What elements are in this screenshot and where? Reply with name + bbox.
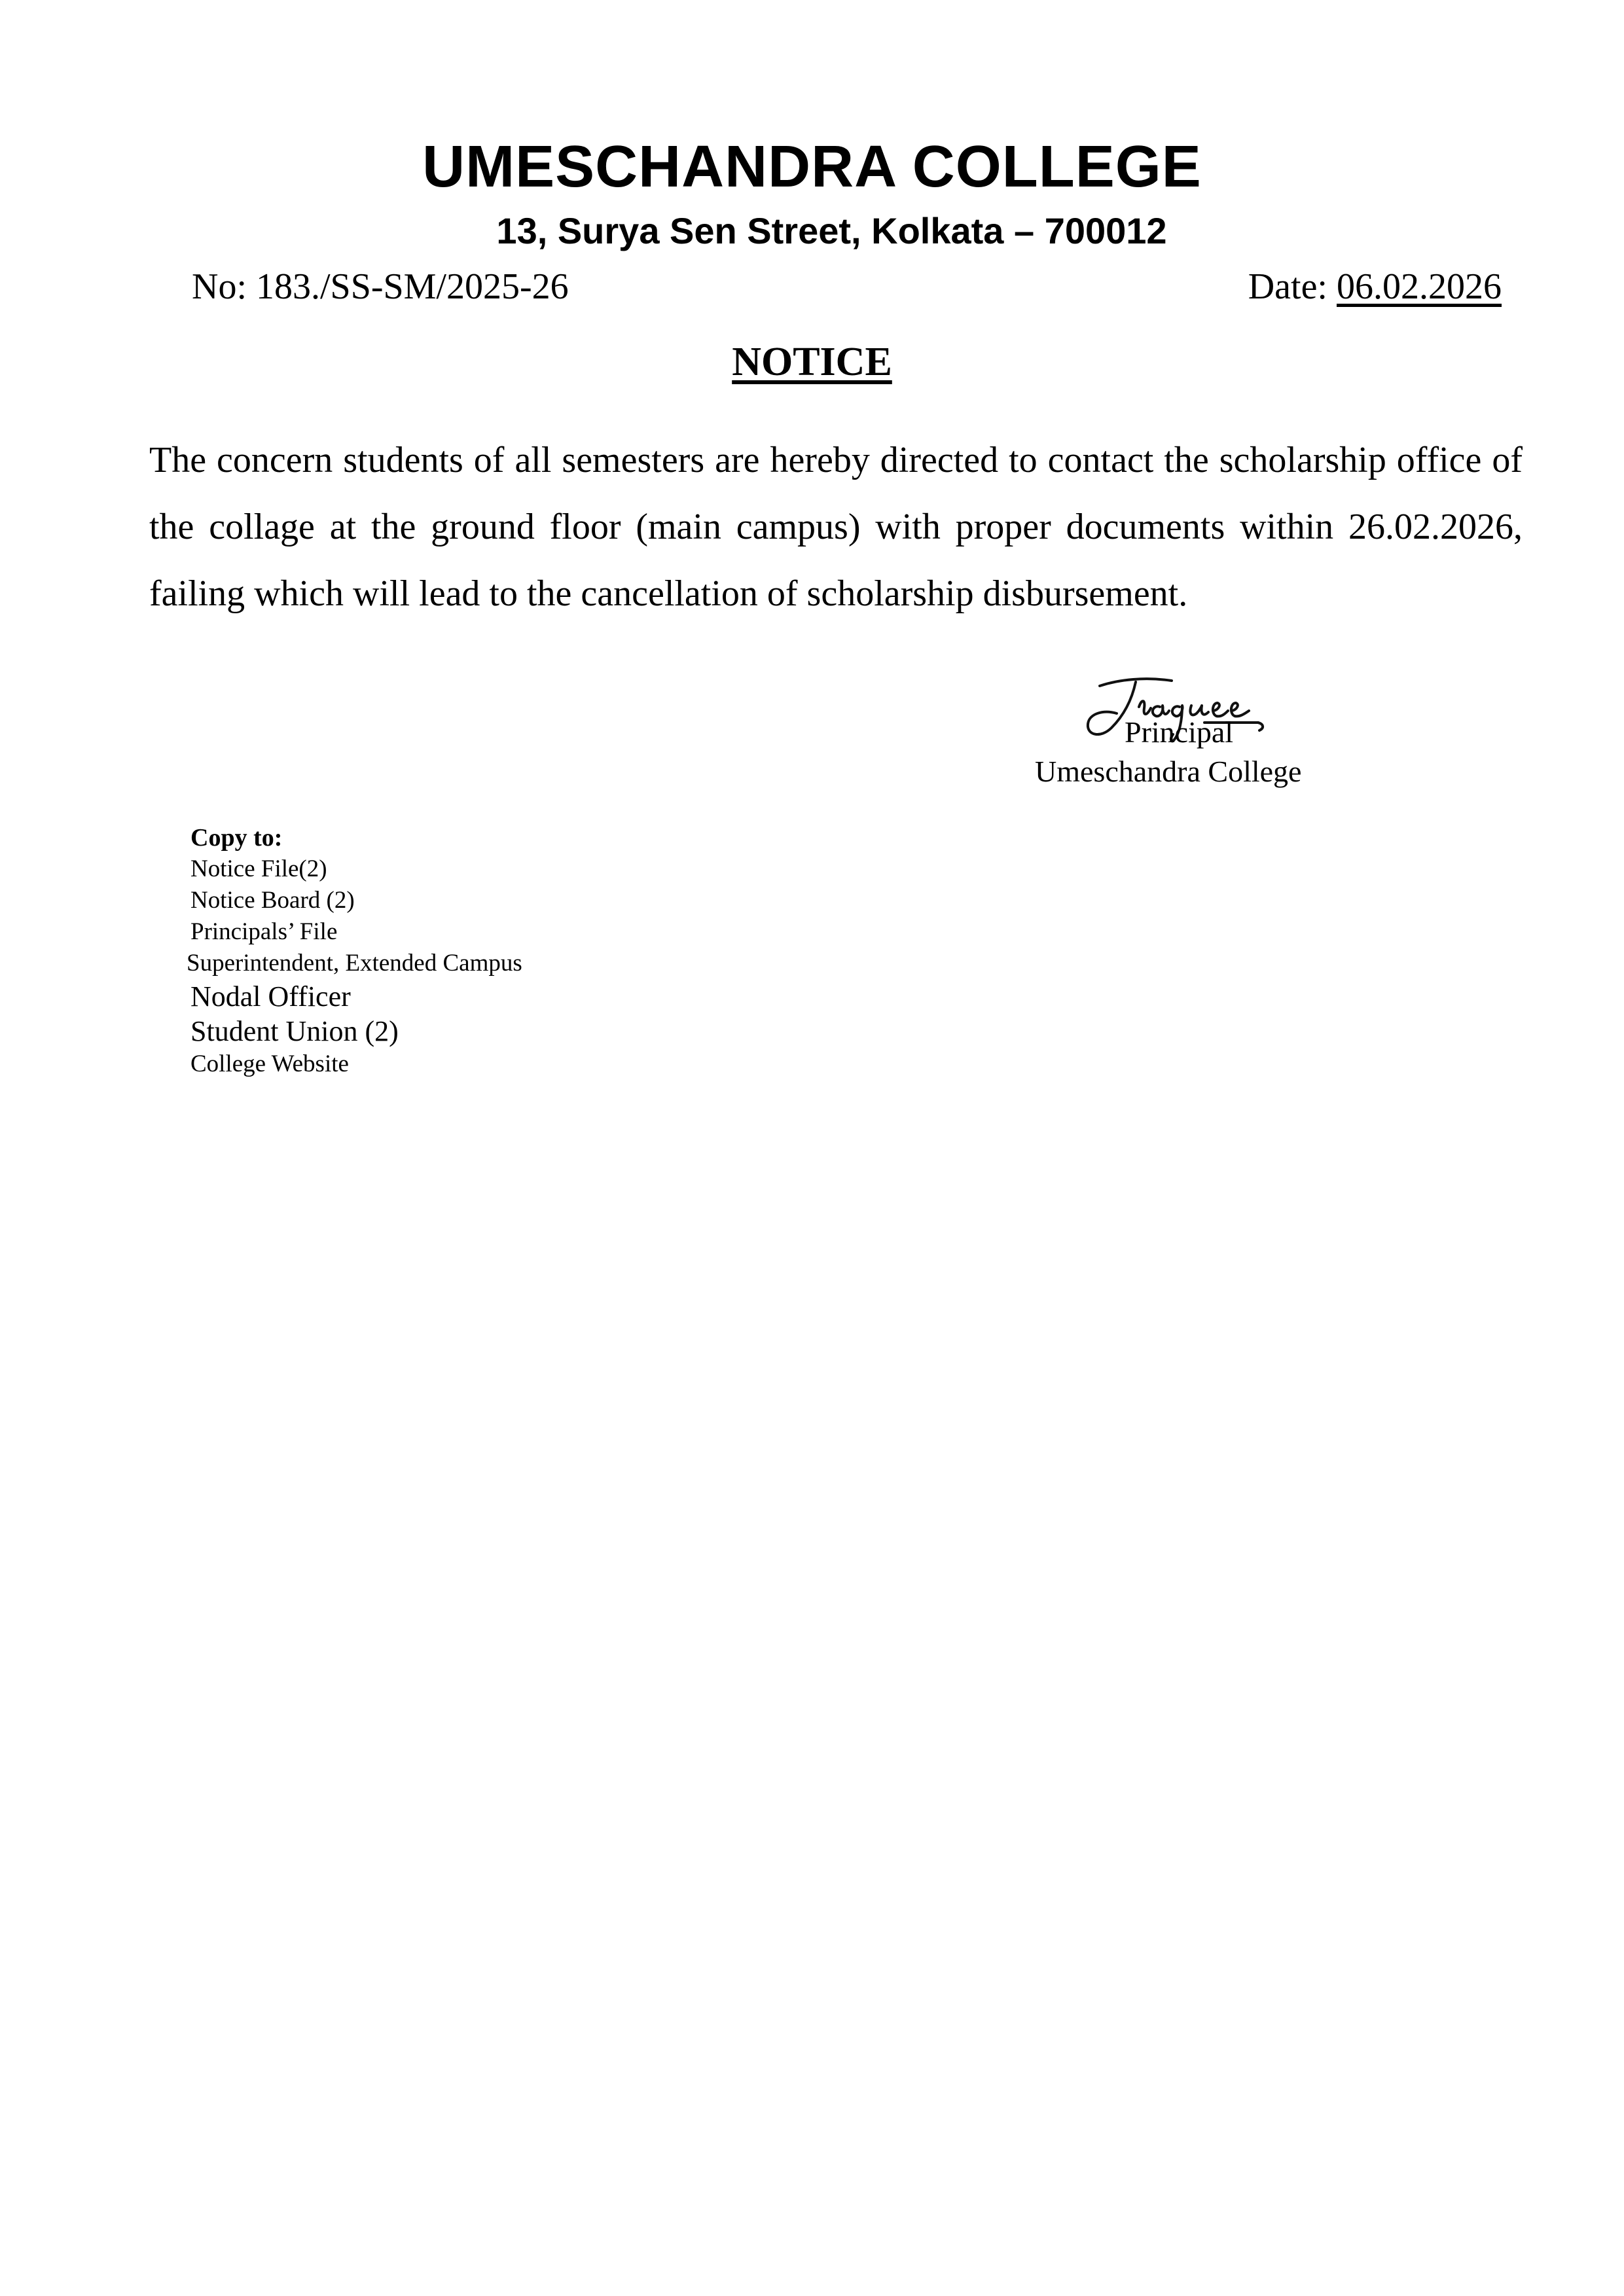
notice-date <box>1248 264 1502 310</box>
notice-body: The concern students of all semesters are hereby directed to contact the scholarship office of the collage at the ground floor (main campus) with proper documents within 26.02.2026, failing which will lead to the cancellation of scholarship disbursement. <box>149 440 1523 614</box>
signatory-organization: Umeschandra College <box>1035 755 1302 788</box>
notice-heading: NOTICE <box>732 340 892 384</box>
copy-to-item: Notice File(2) <box>190 855 327 882</box>
copy-to-item: Notice Board (2) <box>190 887 355 914</box>
copy-to-item: Nodal Officer <box>190 980 351 1013</box>
copy-to-section <box>187 822 522 1080</box>
date-value: 06.02.2026 <box>1337 266 1502 307</box>
college-address: 13, Surya Sen Street, Kolkata – 700012 <box>496 210 1167 251</box>
college-name: UMESCHANDRA COLLEGE <box>422 134 1202 200</box>
copy-to-item: Superintendent, Extended Campus <box>187 950 522 977</box>
signatory-title: Principal <box>1125 715 1234 749</box>
date-label: Date: <box>1248 266 1337 307</box>
copy-to-list <box>187 853 522 1080</box>
reference-number: No: 183./SS-SM/2025-26 <box>192 266 569 307</box>
copy-to-item: Student Union (2) <box>190 1015 399 1047</box>
copy-to-item: College Website <box>190 1050 349 1077</box>
copy-to-item: Principals’ File <box>190 918 338 945</box>
copy-to-heading: Copy to: <box>190 824 283 852</box>
